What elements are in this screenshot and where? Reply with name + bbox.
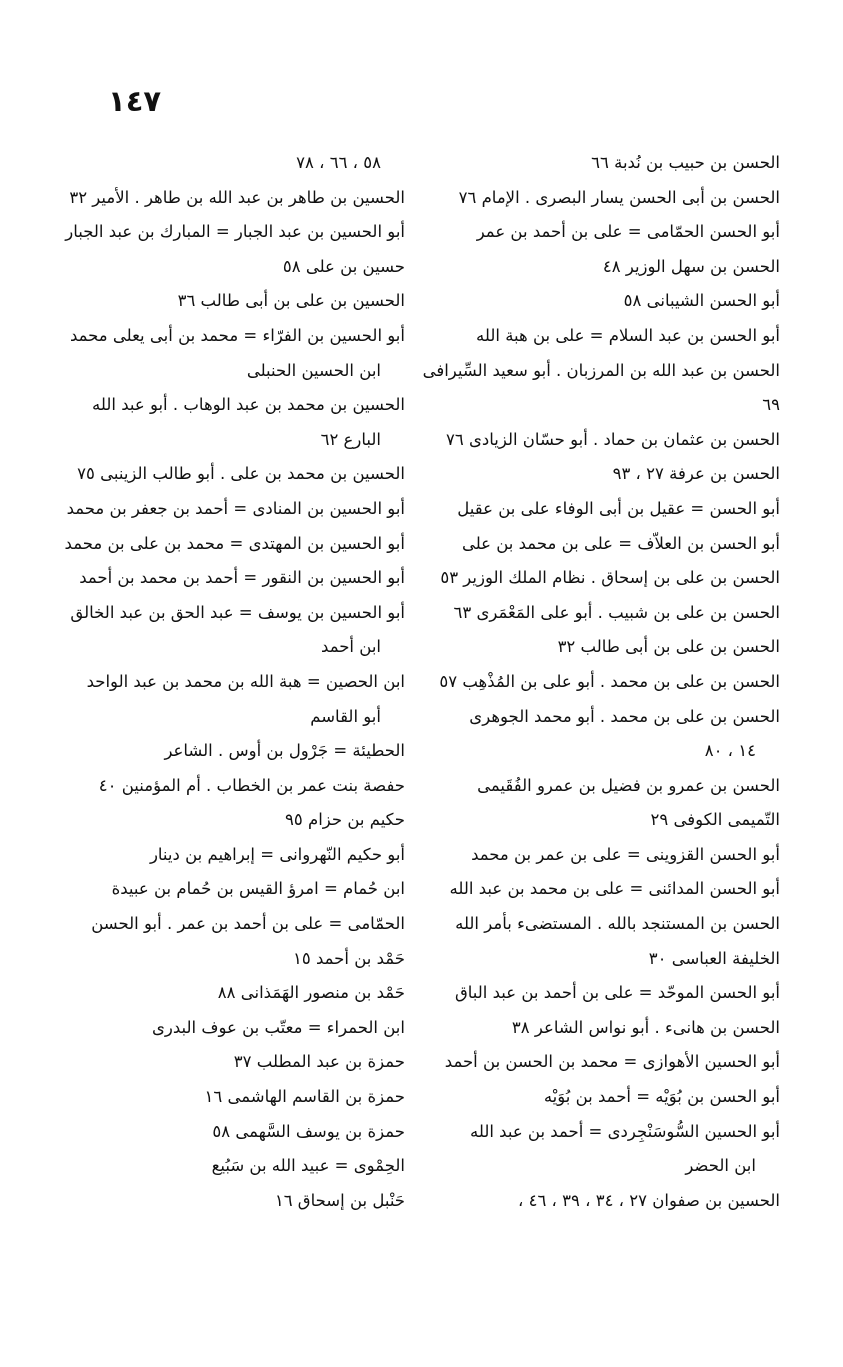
index-entry: أبو الحسين بن يوسف = عبد الحق بن عبد الخالق bbox=[70, 602, 405, 622]
index-entry: أبو الحسين بن المهتدى = محمد بن على بن محمد bbox=[64, 533, 405, 553]
index-entry: الحسن بن سهل الوزير ٤٨ bbox=[602, 256, 780, 276]
index-entry: حَنْبل بن إسحاق ١٦ bbox=[274, 1190, 405, 1210]
index-entry: أبو الحسين بن عبد الجبار = المبارك بن عبد الجبار bbox=[65, 222, 405, 242]
index-entry: حمزة بن عبد المطلب ٣٧ bbox=[233, 1052, 405, 1072]
index-entry: الحسن بن على بن شبيب . أبو على المَعْمَرى ٦٣ bbox=[453, 602, 780, 622]
index-entry-continuation: ابن أحمد bbox=[321, 637, 381, 657]
index-entry: أبو الحسين السُّوسَنْجِردى = أحمد بن عبد الله bbox=[470, 1121, 780, 1141]
index-entry: الحسن بن على بن إسحاق . نظام الملك الوزير ٥٣ bbox=[440, 568, 780, 588]
index-entry: أبو الحسين الأهوازى = محمد بن الحسن بن أحمد bbox=[444, 1052, 780, 1072]
index-entry: الحمّامى = على بن أحمد بن عمر . أبو الحسن bbox=[91, 914, 405, 934]
index-entry: أبو الحسن الشيبانى ٥٨ bbox=[623, 291, 780, 311]
index-entry: الحسن بن على بن أبى طالب ٣٢ bbox=[557, 637, 780, 657]
index-entry: الحسين بن طاهر بن عبد الله بن طاهر . الأمير ٣٢ bbox=[69, 187, 405, 207]
index-entry-continuation: ١٤ ، ٨٠ bbox=[704, 741, 756, 761]
index-entry: أبو الحسن الحمّامى = على بن أحمد بن عمر bbox=[476, 222, 780, 242]
index-entry: الحسن بن هانىء . أبو نواس الشاعر ٣٨ bbox=[511, 1017, 780, 1037]
index-entry: الحسن بن على بن محمد . أبو محمد الجوهرى bbox=[469, 706, 780, 726]
index-entry: الحطيئة = جَرْول بن أوس . الشاعر bbox=[164, 741, 405, 761]
index-entry: أبو الحسين بن الفرّاء = محمد بن أبى يعلى محمد bbox=[69, 325, 405, 345]
index-entry: ابن الحمراء = معتّب بن عوف البدرى bbox=[151, 1017, 405, 1037]
index-entry: أبو الحسن الموحّد = على بن أحمد بن عبد الباق bbox=[454, 983, 780, 1003]
index-entry-continuation: أبو القاسم bbox=[310, 706, 381, 726]
index-entry: الحسن بن حبيب بن نُدبة ٦٦ bbox=[591, 153, 780, 172]
index-entry: أبو الحسن المدائنى = على بن محمد بن عبد الله bbox=[449, 879, 780, 899]
index-entry: الحسن بن أبى الحسن يسار البصرى . الإمام ٧٦ bbox=[458, 187, 780, 207]
index-entry-continuation: البارع ٦٢ bbox=[320, 429, 381, 449]
index-column-right bbox=[422, 146, 780, 1218]
index-entry-continuation: ابن الحضر bbox=[685, 1156, 756, 1176]
index-entry: حكيم بن حزام ٩٥ bbox=[285, 810, 405, 830]
index-entry: الحسين بن محمد بن عبد الوهاب . أبو عبد الله bbox=[92, 395, 405, 415]
index-entry: الحسين بن على بن أبى طالب ٣٦ bbox=[177, 291, 405, 311]
page-number: ١٤٧ bbox=[108, 84, 162, 118]
index-entry: الخليفة العباسى ٣٠ bbox=[648, 948, 780, 968]
index-entry: أبو الحسن القزوينى = على بن عمر بن محمد bbox=[471, 844, 780, 864]
index-entry: حمزة بن يوسف السَّهمى ٥٨ bbox=[212, 1121, 405, 1141]
index-entry: حَمْد بن أحمد ١٥ bbox=[292, 948, 405, 968]
index-entry: أبو الحسن بن عبد السلام = على بن هبة الله bbox=[476, 325, 780, 345]
index-entry: أبو الحسين بن النقور = أحمد بن محمد بن أحمد bbox=[79, 568, 405, 588]
index-entry: أبو الحسن = عقيل بن أبى الوفاء على بن عقيل bbox=[457, 498, 780, 518]
index-entry: الحسن بن على بن محمد . أبو على بن المُذْهِب ٥٧ bbox=[439, 671, 780, 691]
index-entry: ابن حُمام = امرؤ القيس بن حُمام بن عبيدة bbox=[111, 879, 405, 899]
index-entry: الحسن بن عثمان بن حماد . أبو حسّان الزيادى ٧٦ bbox=[445, 429, 780, 449]
index-entry-continuation: ٥٨ ، ٦٦ ، ٧٨ bbox=[296, 153, 381, 172]
index-entry: أبو حكيم النّهروانى = إبراهيم بن دينار bbox=[149, 844, 405, 864]
index-entry: الحِمْوى = عبيد الله بن سَبُيع bbox=[211, 1156, 405, 1176]
index-entry: الحسن بن المستنجد بالله . المستضىء بأمر الله bbox=[455, 914, 780, 934]
index-entry: التّميمى الكوفى ٢٩ bbox=[650, 810, 780, 830]
index-entry: حفصة بنت عمر بن الخطاب . أم المؤمنين ٤٠ bbox=[98, 775, 405, 795]
index-entry-continuation: ابن الحسين الحنبلى bbox=[246, 360, 381, 380]
index-entry: الحسين بن محمد بن على . أبو طالب الزينبى ٧٥ bbox=[77, 464, 405, 484]
index-entry: ٦٩ bbox=[762, 395, 780, 415]
index-entry: الحسن بن عبد الله بن المرزبان . أبو سعيد السِّيرافى bbox=[422, 360, 780, 380]
index-entry: الحسن بن عمرو بن فضيل بن عمرو الفُقَيمى bbox=[477, 775, 780, 795]
index-column-left bbox=[64, 146, 405, 1218]
index-entry: الحسين بن صفوان ٢٧ ، ٣٤ ، ٣٩ ، ٤٦ ، bbox=[518, 1190, 780, 1210]
index-entry: حَمْد بن منصور الهَمَذانى ٨٨ bbox=[217, 983, 405, 1003]
index-entry: أبو الحسين بن المنادى = أحمد بن جعفر بن محمد bbox=[66, 498, 405, 518]
index-entry: ابن الحصين = هبة الله بن محمد بن عبد الواحد bbox=[86, 671, 405, 691]
index-entry: أبو الحسن بن العلاّف = على بن محمد بن على bbox=[461, 533, 780, 553]
index-entry: الحسن بن عرفة ٢٧ ، ٩٣ bbox=[612, 464, 780, 484]
index-entry: أبو الحسن بن بُوَيْه = أحمد بن بُوَيْه bbox=[543, 1087, 780, 1107]
index-entry: حمزة بن القاسم الهاشمى ١٦ bbox=[204, 1087, 405, 1107]
index-entry: حسين بن على ٥٨ bbox=[282, 256, 405, 276]
